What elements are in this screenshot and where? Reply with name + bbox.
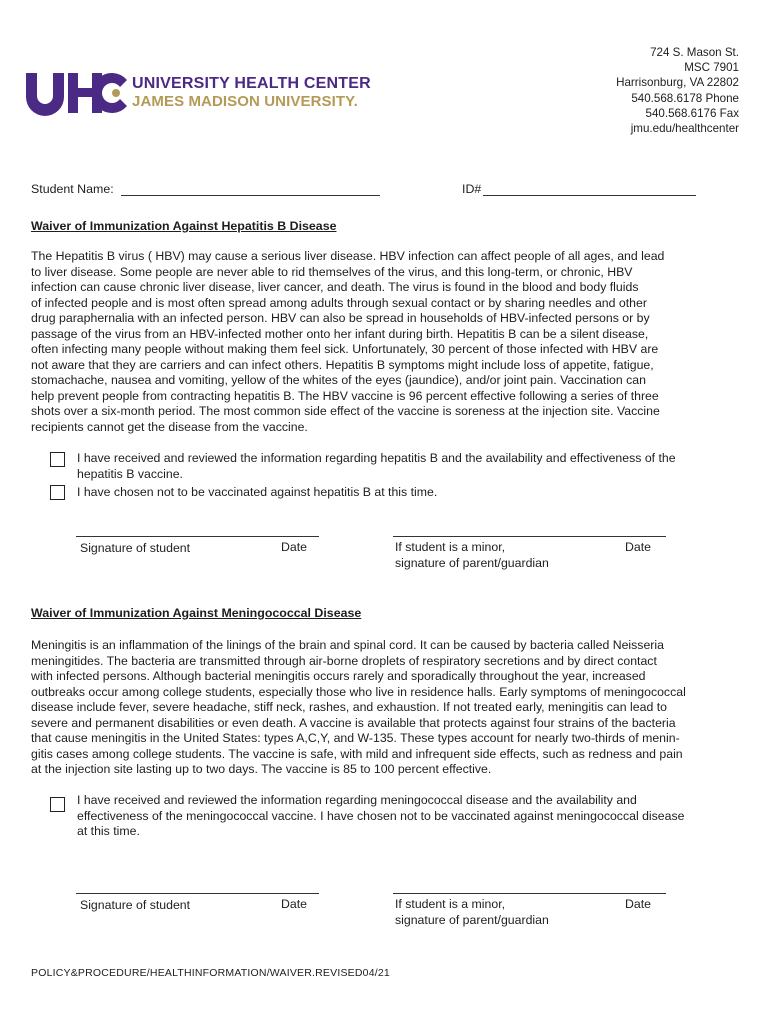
mening-line: severe and permanent disabilities or even death. A vaccine is available that protects against four strains of the bacteria [31,715,676,730]
hepb-line: often infecting many people without making them feel sick. Unfortunately, 30 percent of those infected with HBV are [31,342,659,356]
mening-line: meningitides. The bacteria are transmitted through air-borne droplets of respiratory secretions and by direct contact [31,653,657,668]
hepb-received-text [77,451,676,482]
mening-line: at the injection site lasting up to two days. The vaccine is 85 to 100 percent effective. [31,762,492,776]
mening-received-line: effectiveness of the meningococcal vaccine. I have chosen not to be vaccinated against meningococcal disease [77,808,685,823]
mening-guardian-date-label: Date [625,897,651,911]
mening-paragraph [31,638,743,778]
logo-line-university-health-center: UNIVERSITY HEALTH CENTER [132,75,371,92]
hepb-student-signature-line[interactable] [76,536,319,537]
hepb-line: of infected people and is most often spread among adults through sexual contact or by sharing needles and other [31,295,647,310]
hepb-paragraph [31,249,743,435]
mening-guardian-label-line2: signature of parent/guardian [395,912,549,927]
hepb-decline-line: I have chosen not to be vaccinated against hepatitis B at this time. [77,485,438,499]
address-msc: MSC 7901 [684,61,739,75]
hepb-guardian-label [395,540,549,571]
mening-student-signature-label: Signature of student [80,898,191,912]
hepb-line: infection can cause chronic liver disease, liver cancer, and death. The virus is found in the blood and body fluids [31,280,639,294]
hepb-line: drug paraphernalia with an infected person. HBV can also be spread in households of HBV-infected persons or by [31,311,650,325]
mening-received-line: I have received and reviewed the information regarding meningococcal disease and the availability and [77,793,637,807]
student-name-label: Student Name: [31,182,114,196]
logo-line-jmu: JAMES MADISON UNIVERSITY. [132,93,358,110]
footer-policy-text: POLICY&PROCEDURE/HEALTHINFORMATION/WAIVER.REVISED04/21 [31,967,390,979]
hepb-heading: Waiver of Immunization Against Hepatitis B Disease [31,219,337,233]
mening-received-line: at this time. [77,824,140,838]
address-phone: 540.568.6178 Phone [631,91,739,105]
hepb-line: to liver disease. Some people are never able to rid themselves of the virus, and this long-term, or chronic, HBV [31,264,633,279]
hepb-line: not aware that they are carriers and can infect others. Hepatitis B symptoms might include loss of appetite, fatigue, [31,357,654,372]
mening-student-date-label: Date [281,897,307,911]
mening-received-checkbox[interactable] [50,797,65,812]
hepb-received-line: hepatitis B vaccine. [77,466,183,481]
mening-guardian-label [395,897,549,928]
hepb-guardian-label-line1: If student is a minor, [395,540,506,554]
hepb-line: stomachache, nausea and vomiting, yellow of the whites of the eyes (jaundice), and/or joint pain. Vaccination can [31,373,646,387]
mening-received-text [77,793,684,840]
hepb-line: shots over a six-month period. The most common side effect of the vaccine is soreness at the injection site. Vaccine [31,404,660,418]
student-id-field[interactable] [483,195,696,196]
address-street: 724 S. Mason St. [650,46,739,59]
hepb-decline-checkbox[interactable] [50,485,65,500]
mening-student-signature-line[interactable] [76,893,319,894]
hepb-student-signature-label: Signature of student [80,541,191,555]
hepb-line: passage of the virus from an HBV-infected mother onto her infant during birth. Hepatitis B can be a silent disease, [31,326,649,341]
hepb-line: The Hepatitis B virus ( HBV) may cause a serious liver disease. HBV infection can affect people of all ages, and lead [31,249,665,263]
hepb-guardian-signature-line[interactable] [393,536,666,537]
student-id-label: ID# [462,182,482,196]
mening-line: Meningitis is an inflammation of the linings of the brain and spinal cord. It can be caused by bacteria called Neisseria [31,638,664,652]
hepb-received-checkbox[interactable] [50,452,65,467]
hepb-student-date-label: Date [281,540,307,554]
address-city: Harrisonburg, VA 22802 [616,76,739,90]
address-fax: 540.568.6176 Fax [645,106,739,120]
hepb-received-line: I have received and reviewed the information regarding hepatitis B and the availability and effectiveness of the [77,451,676,465]
hepb-guardian-label-line2: signature of parent/guardian [395,555,549,570]
hepb-line: recipients cannot get the disease from the vaccine. [31,419,308,434]
hepb-decline-text [77,485,437,501]
mening-line: disease include fever, severe headache, stiff neck, rashes, and exhaustion. If not treated early, meningitis can lead to [31,700,667,714]
hepb-guardian-date-label: Date [625,540,651,554]
mening-guardian-label-line1: If student is a minor, [395,897,506,911]
mening-line: that cause meningitis in the United States: types A,C,Y, and W-135. These types account for nearly two-thirds of menin- [31,731,680,745]
mening-heading: Waiver of Immunization Against Meningococcal Disease [31,606,362,620]
address-website: jmu.edu/healthcenter [630,122,739,136]
uhc-monogram-icon [24,70,128,116]
hepb-line: help prevent people from contracting hepatitis B. The HBV vaccine is 96 percent effective following a series of three [31,388,659,403]
mening-line: with infected persons. Although bacterial meningitis occurs rarely and sporadically throughout the year, increased [31,669,646,683]
mening-line: gitis cases among college students. The vaccine is safe, with mild and infrequent side effects, such as redness and pain [31,746,683,761]
mening-guardian-signature-line[interactable] [393,893,666,894]
mening-line: outbreaks occur among college students, especially those who live in residence halls. Early symptoms of meningococcal [31,684,686,699]
student-name-field[interactable] [121,195,380,196]
address-block [616,45,739,136]
